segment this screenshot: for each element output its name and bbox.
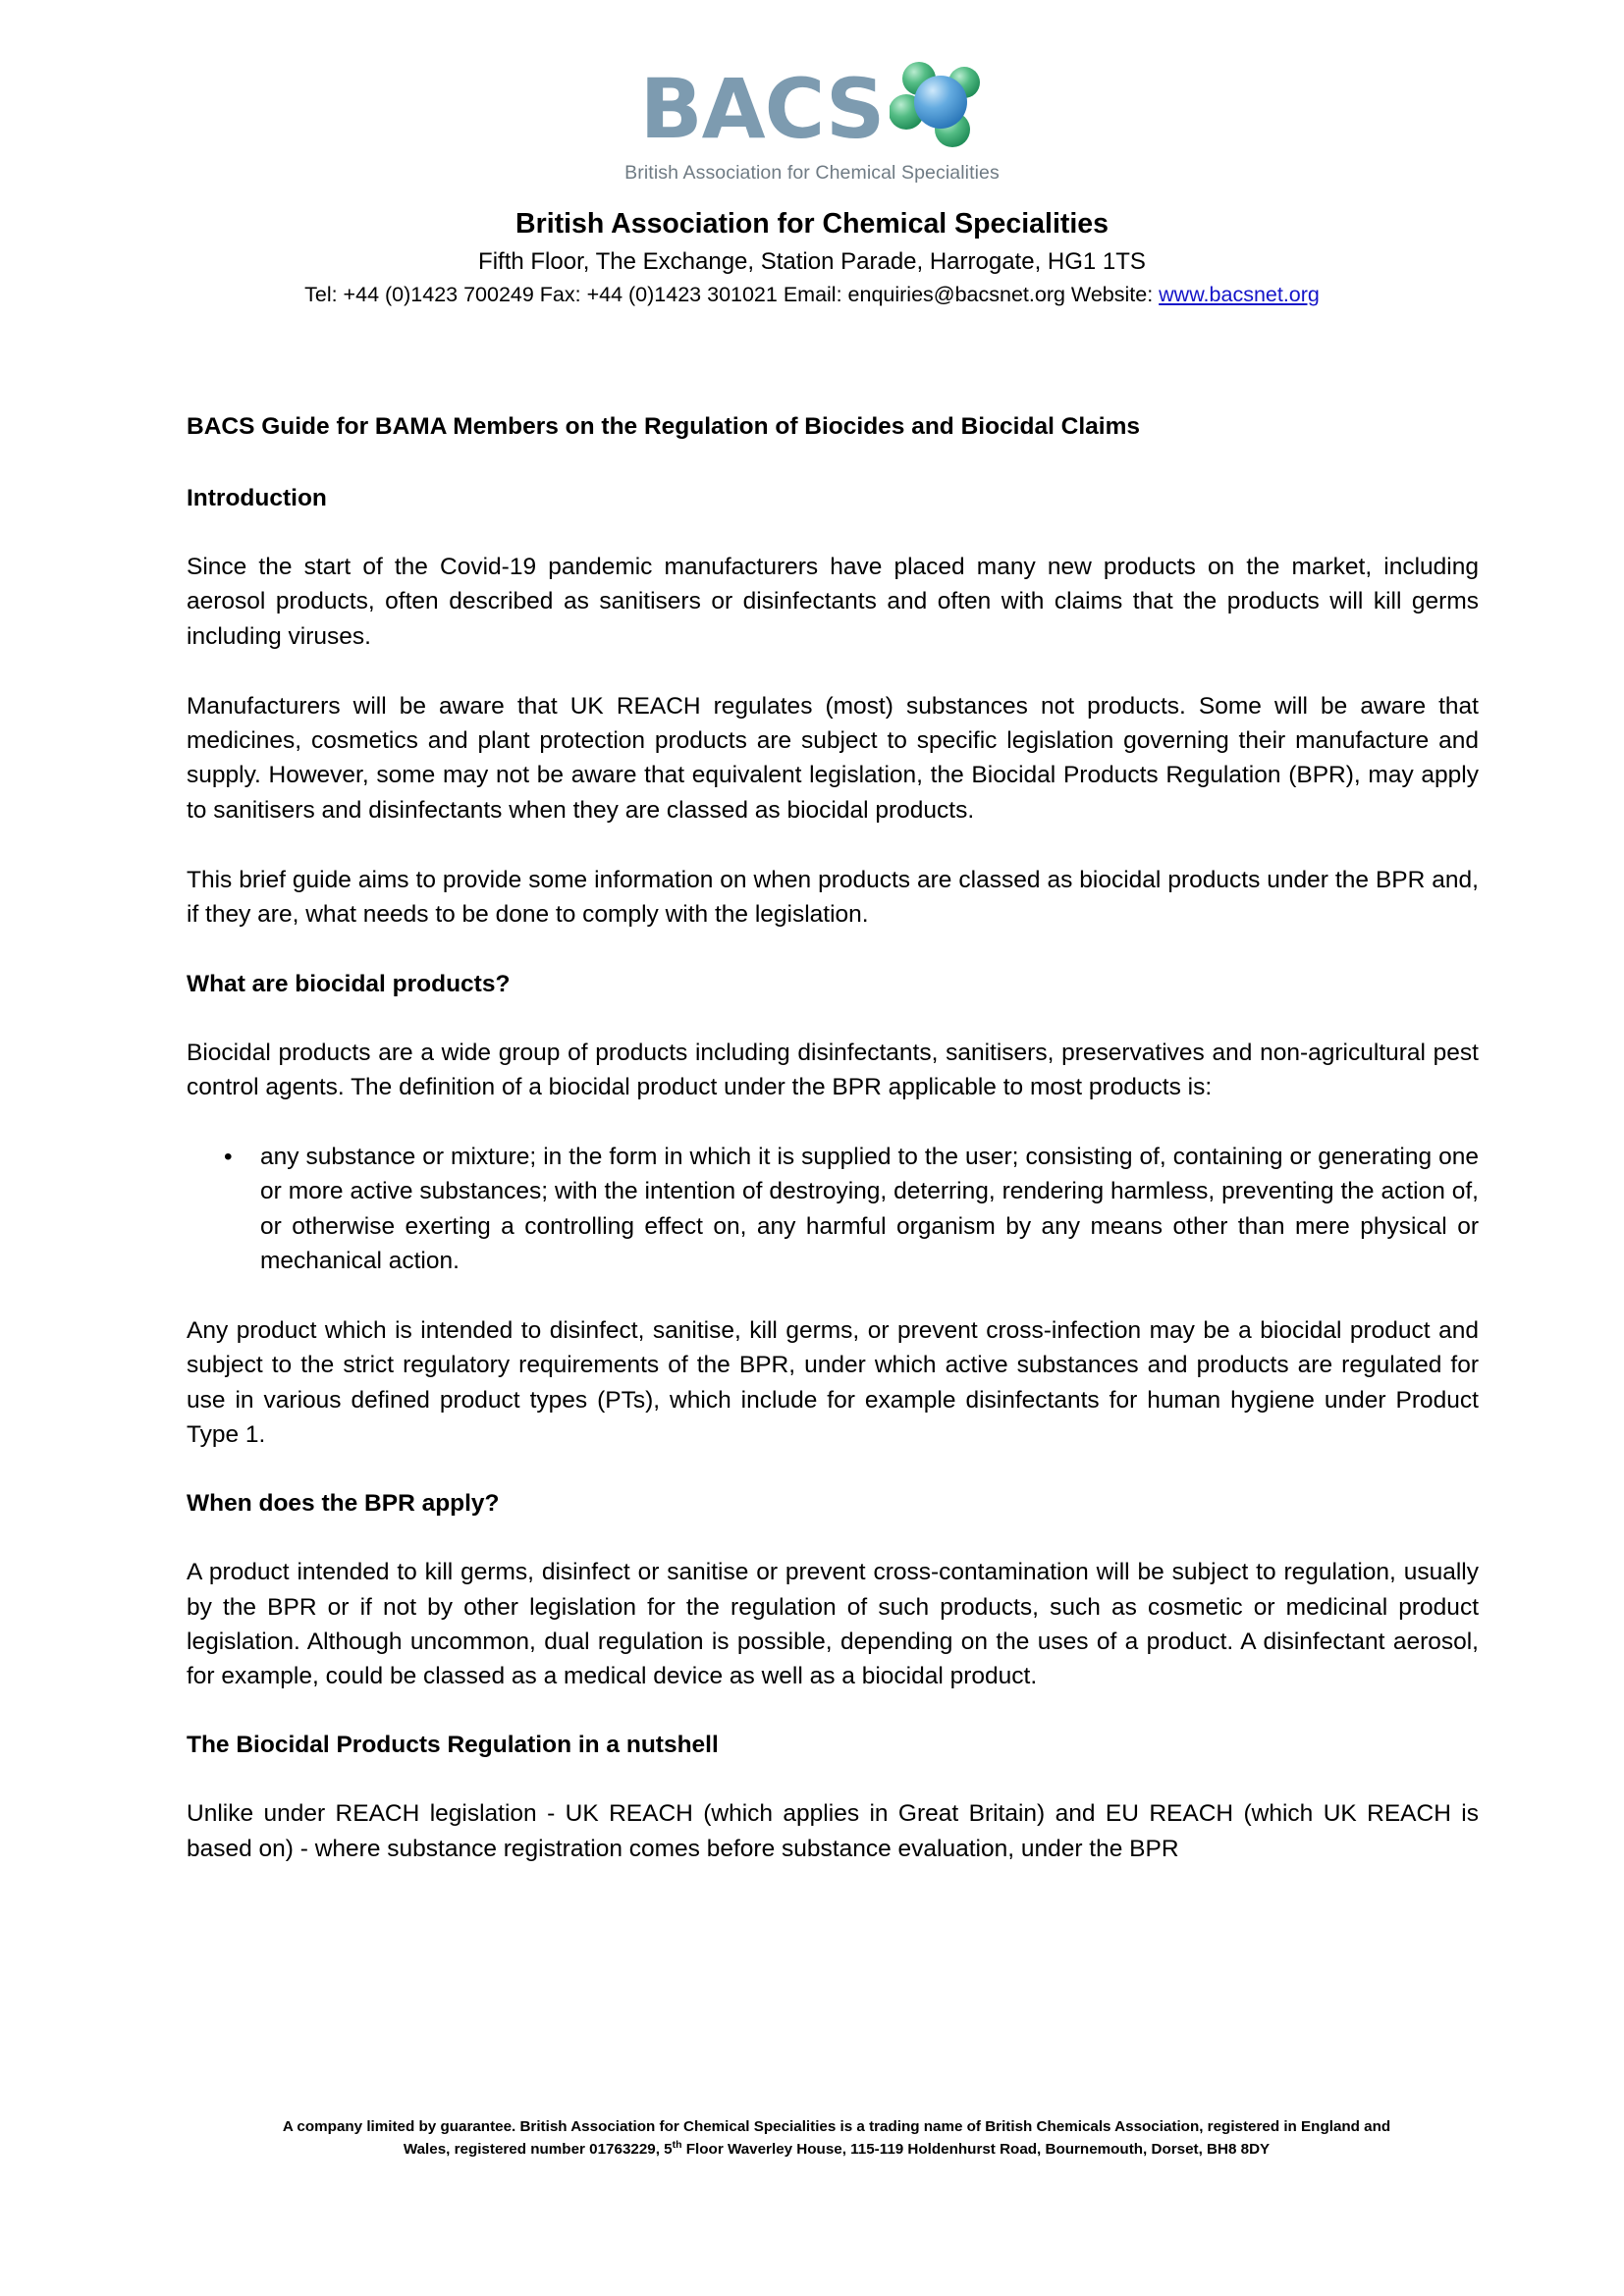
logo-tagline: British Association for Chemical Specialities xyxy=(624,162,1000,184)
footer-ordinal-suffix: th xyxy=(672,2139,682,2152)
list-item xyxy=(187,1140,1479,1278)
organisation-address: Fifth Floor, The Exchange, Station Parade, Harrogate, HG1 1TS xyxy=(478,247,1146,275)
section-heading-when-does-the-bpr-apply: When does the BPR apply? xyxy=(187,1490,500,1518)
letterhead xyxy=(0,206,1624,309)
molecule-icon xyxy=(890,61,984,152)
bullet-point-icon: • xyxy=(224,1144,233,1171)
list-item-text: any substance or mixture; in the form in which it is supplied to the user; consisting of, containing or generating one or more active substances; with the intention of destroying, deterring, rendering harmless, preventing the action of, or otherwise exerting a controlling effect on, any harmful organism by any means other than mere physical or mechanical action. xyxy=(260,1144,1479,1274)
section-heading-what-are-biocidal-products: What are biocidal products? xyxy=(187,970,511,997)
page-footer xyxy=(167,2115,1506,2161)
footer-line-2-part-2: Floor Waverley House, 115-119 Holdenhurst Road, Bournemouth, Dorset, BH8 8DY xyxy=(681,2141,1271,2159)
page-title: BACS Guide for BAMA Members on the Regulation of Biocides and Biocidal Claims xyxy=(187,413,1141,440)
paragraph: This brief guide aims to provide some information on when products are classed as biocidal products under the BPR and, if they are, what needs to be done to comply with the legislation. xyxy=(187,866,1479,929)
footer-line-2 xyxy=(167,2138,1506,2161)
section-heading-bpr-in-a-nutshell: The Biocidal Products Regulation in a nutshell xyxy=(187,1732,719,1759)
contact-details-text: Tel: +44 (0)1423 700249 Fax: +44 (0)1423 301021 Email: enquiries@bacsnet.org Website: xyxy=(304,282,1160,306)
footer-line-1: A company limited by guarantee. British Association for Chemical Specialities is a trading name of British Chemicals Association, registered in England and xyxy=(282,2118,1391,2135)
logo-wordmark: BACS xyxy=(639,60,885,157)
logo-block xyxy=(0,0,1624,185)
paragraph: Biocidal products are a wide group of products including disinfectants, sanitisers, preservatives and non-agricultural pest control agents. The definition of a biocidal product under the BPR applicable to most products is: xyxy=(187,1039,1479,1100)
footer-line-2-part-1: Wales, registered number 01763229, 5 xyxy=(403,2141,673,2159)
organisation-name: British Association for Chemical Specialities xyxy=(515,208,1109,240)
document-body xyxy=(187,410,1479,1901)
paragraph: A product intended to kill germs, disinfect or sanitise or prevent cross-contamination will be subject to regulation, usually by the BPR or if not by other legislation for the regulation of such products, such as cosmetic or medicinal product legislation. Although uncommon, dual regulation is possible, depending on the uses of a product. A disinfectant aerosol, for example, could be classed as a medical device as well as a biocidal product. xyxy=(187,1559,1479,1690)
paragraph: Since the start of the Covid-19 pandemic manufacturers have placed many new products on the market, including aerosol products, often described as sanitisers or disinfectants and often with claims that the products will kill germs including viruses. xyxy=(187,554,1479,650)
paragraph: Any product which is intended to disinfect, sanitise, kill germs, or prevent cross-infection may be a biocidal product and subject to the strict regulatory requirements of the BPR, under which active substances and products are regulated for use in various defined product types (PTs), which include for example disinfectants for human hygiene under Product Type 1. xyxy=(187,1317,1479,1448)
section-heading-introduction: Introduction xyxy=(187,485,327,512)
paragraph: Unlike under REACH legislation - UK REACH (which applies in Great Britain) and EU REACH (which UK REACH is based on) - where substance registration comes before substance evaluation, under the BPR xyxy=(187,1800,1479,1862)
paragraph: Manufacturers will be aware that UK REACH regulates (most) substances not products. Some will be aware that medicines, cosmetics and plant protection products are subject to specific legislation governing their manufacture and supply. However, some may not be aware that equivalent legislation, the Biocidal Products Regulation (BPR), may apply to sanitisers and disinfectants when they are classed as biocidal products. xyxy=(187,692,1479,824)
organisation-contact xyxy=(0,281,1624,310)
logo-lockup xyxy=(640,61,985,158)
definition-bullet-list xyxy=(187,1140,1479,1278)
website-link[interactable]: www.bacsnet.org xyxy=(1159,282,1320,306)
